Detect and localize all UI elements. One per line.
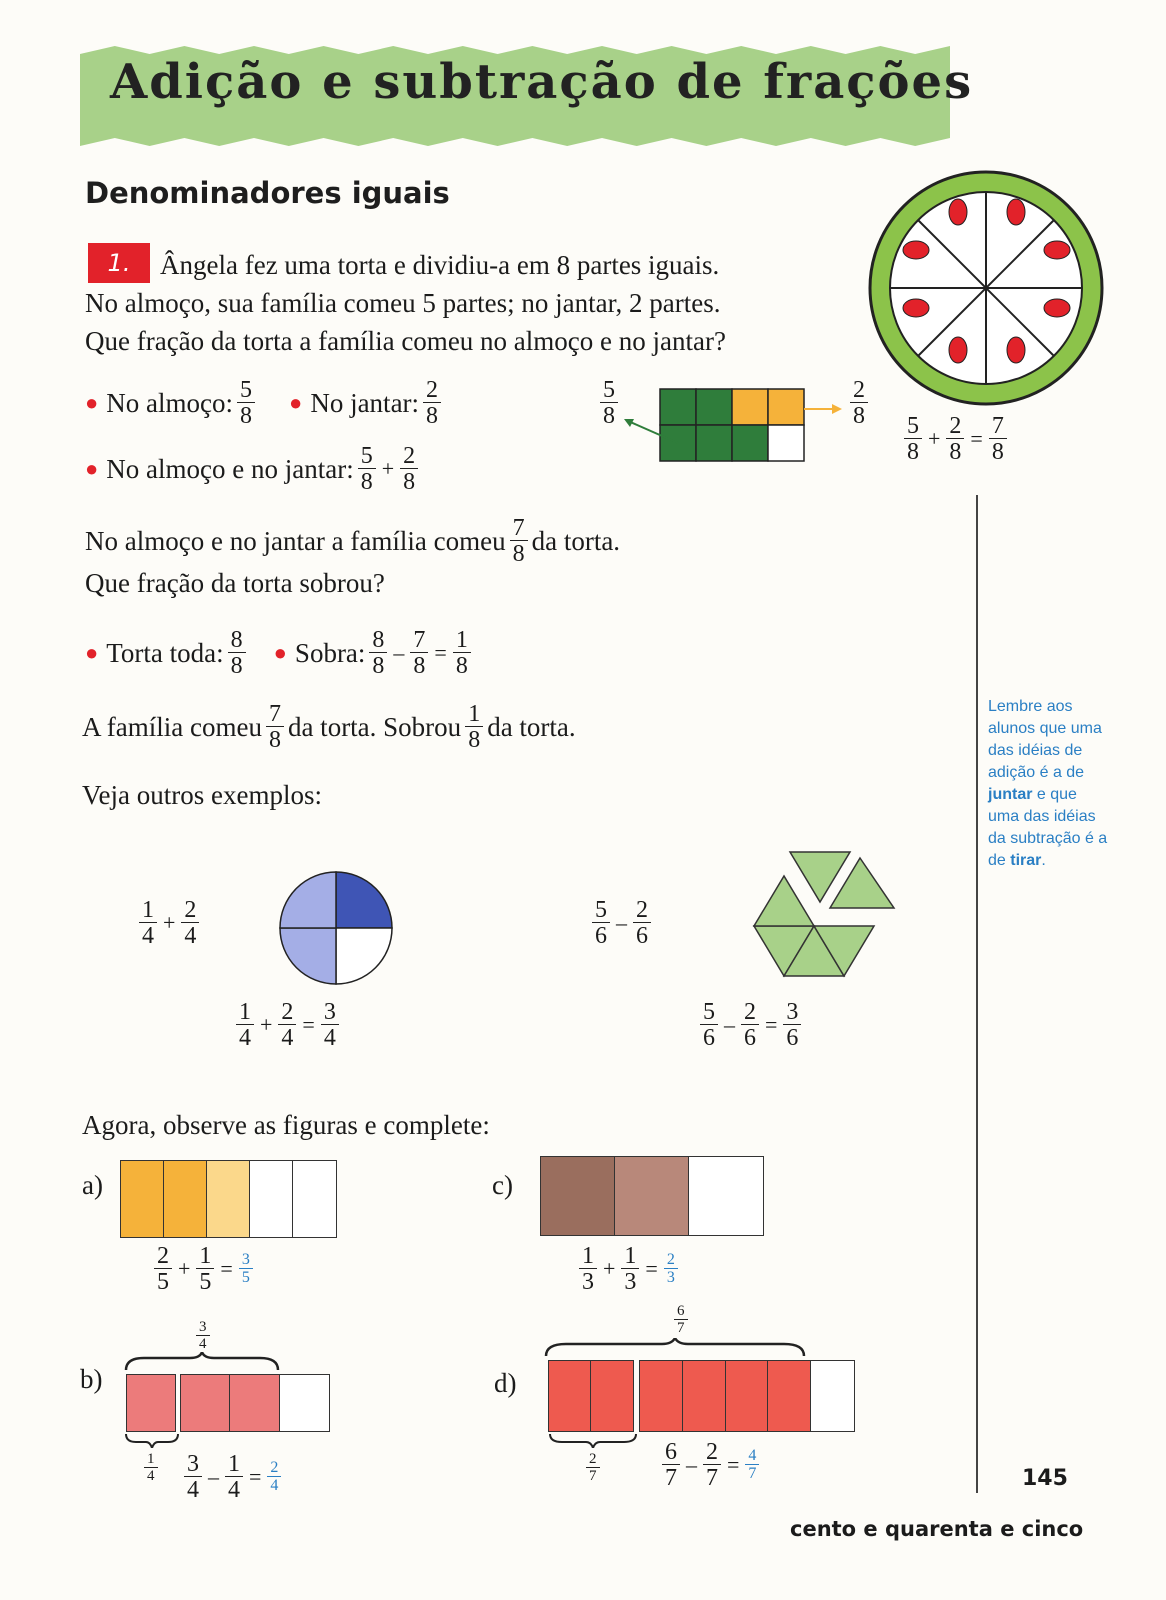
item-d-sevenths-bar bbox=[548, 1360, 855, 1432]
quarters-circle-diagram bbox=[278, 870, 394, 986]
fraction: $\frac{5}{8}$ bbox=[358, 444, 376, 494]
item-d-bottom-brace bbox=[548, 1432, 638, 1448]
fraction: $\frac{2}{8}$ bbox=[946, 414, 964, 464]
torta-toda-label: Torta toda: bbox=[106, 637, 224, 668]
equals-sign: = bbox=[727, 1452, 740, 1477]
almoco-label: No almoço: bbox=[106, 387, 234, 418]
fraction: $\frac{2}{8}$ bbox=[850, 378, 868, 428]
fraction: $\frac{1}{3}$ bbox=[621, 1244, 639, 1294]
sobra-row bbox=[85, 628, 475, 678]
answer-d: $\frac{4}{7}$ bbox=[745, 1448, 759, 1482]
fraction: $\frac{2}{7}$ bbox=[586, 1452, 600, 1484]
item-b-brace-bottom-label bbox=[140, 1452, 162, 1484]
fraction: $\frac{2}{7}$ bbox=[703, 1440, 721, 1490]
result-text: No almoço e no jantar a família comeu bbox=[85, 525, 506, 556]
bullet-icon: ● bbox=[273, 640, 287, 665]
jantar-label: No jantar: bbox=[310, 387, 420, 418]
ambos-label: No almoço e no jantar: bbox=[106, 453, 354, 484]
item-d-top-brace bbox=[544, 1338, 806, 1358]
item-c-thirds-bar bbox=[540, 1156, 764, 1236]
minus-sign: – bbox=[724, 1012, 735, 1037]
fraction: $\frac{1}{4}$ bbox=[225, 1452, 243, 1502]
fraction: $\frac{5}{6}$ bbox=[700, 1000, 718, 1050]
agora-instruction: Agora, observe as figuras e complete: bbox=[82, 1110, 490, 1140]
fraction-two-eighths-label bbox=[846, 378, 872, 428]
item-b-bottom-brace bbox=[124, 1432, 180, 1448]
fraction: $\frac{2}{6}$ bbox=[741, 1000, 759, 1050]
fraction: $\frac{7}{8}$ bbox=[266, 702, 284, 752]
question-2: Que fração da torta sobrou? bbox=[85, 568, 385, 598]
fraction: $\frac{2}{4}$ bbox=[278, 1000, 296, 1050]
hexagon-sixths-diagram bbox=[748, 846, 908, 986]
fraction: $\frac{5}{8}$ bbox=[237, 378, 255, 428]
fraction: $\frac{2}{8}$ bbox=[423, 378, 441, 428]
example-sixths-top bbox=[588, 898, 655, 948]
pie-equation bbox=[900, 414, 1011, 464]
item-a-fifths-bar bbox=[120, 1160, 337, 1238]
plus-sign: + bbox=[260, 1012, 273, 1037]
plus-sign: + bbox=[163, 910, 176, 935]
fraction: $\frac{1}{8}$ bbox=[453, 628, 471, 678]
answer-b: $\frac{2}{4}$ bbox=[267, 1460, 281, 1494]
result-text-end: da torta. bbox=[531, 525, 621, 556]
bullet-icon: ● bbox=[85, 640, 99, 665]
note-text: Lembre aos alunos que uma das idéias de adição é a de bbox=[988, 698, 1102, 781]
minus-sign: – bbox=[616, 910, 627, 935]
teacher-note bbox=[988, 696, 1108, 872]
final-text-b: da torta. Sobrou bbox=[287, 711, 462, 742]
item-a-label: a) bbox=[82, 1170, 103, 1200]
pie-illustration bbox=[866, 168, 1106, 408]
note-text: e que uma das idéias da subtração é a de bbox=[988, 786, 1108, 869]
equals-sign: = bbox=[645, 1256, 658, 1281]
fraction: $\frac{2}{8}$ bbox=[400, 444, 418, 494]
ambos-row bbox=[85, 444, 422, 494]
fraction: $\frac{1}{8}$ bbox=[465, 702, 483, 752]
fraction: $\frac{5}{8}$ bbox=[904, 414, 922, 464]
bullet-icon: ● bbox=[289, 390, 303, 415]
note-juntar: juntar bbox=[988, 786, 1033, 803]
minus-sign: – bbox=[686, 1452, 697, 1477]
item-c-equation bbox=[575, 1244, 682, 1294]
bullet-icon: ● bbox=[85, 456, 99, 481]
fraction: $\frac{1}{3}$ bbox=[579, 1244, 597, 1294]
fraction: $\frac{8}{8}$ bbox=[369, 628, 387, 678]
example-quarters-equation bbox=[232, 1000, 343, 1050]
minus-sign: – bbox=[393, 640, 405, 665]
note-tirar: tirar bbox=[1010, 852, 1042, 869]
fraction: $\frac{5}{6}$ bbox=[592, 898, 610, 948]
fraction: $\frac{3}{6}$ bbox=[783, 1000, 801, 1050]
fraction: $\frac{5}{8}$ bbox=[600, 378, 618, 428]
bullet-icon: ● bbox=[85, 390, 99, 415]
fraction: $\frac{1}{5}$ bbox=[196, 1244, 214, 1294]
bar-segment bbox=[126, 1374, 176, 1432]
item-d-brace-bottom-label bbox=[582, 1452, 604, 1484]
equals-sign: = bbox=[765, 1012, 778, 1037]
fraction: $\frac{3}{4}$ bbox=[196, 1320, 210, 1352]
exercise-number-badge: 1. bbox=[88, 243, 150, 283]
fraction: $\frac{7}{8}$ bbox=[989, 414, 1007, 464]
exercise-line-1: Ângela fez uma torta e dividiu-a em 8 partes iguais. bbox=[160, 250, 720, 280]
fraction: $\frac{1}{4}$ bbox=[144, 1452, 158, 1484]
item-b-equation bbox=[180, 1452, 285, 1502]
plus-sign: + bbox=[928, 426, 941, 451]
item-d-label: d) bbox=[494, 1368, 517, 1398]
fraction: $\frac{1}{4}$ bbox=[139, 898, 157, 948]
veja-outros: Veja outros exemplos: bbox=[82, 780, 322, 810]
equals-sign: = bbox=[970, 426, 983, 451]
fraction: $\frac{8}{8}$ bbox=[228, 628, 246, 678]
sobra-label: Sobra: bbox=[294, 637, 366, 668]
eighths-grid-diagram bbox=[618, 385, 868, 467]
plus-sign: + bbox=[178, 1256, 191, 1281]
equals-sign: = bbox=[249, 1464, 262, 1489]
fraction: $\frac{6}{7}$ bbox=[674, 1304, 688, 1336]
page-number: 145 bbox=[1022, 1466, 1068, 1491]
item-b-brace-top-label bbox=[192, 1320, 214, 1352]
fraction: $\frac{6}{7}$ bbox=[662, 1440, 680, 1490]
answer-a: $\frac{3}{5}$ bbox=[239, 1252, 253, 1286]
fraction: $\frac{2}{6}$ bbox=[633, 898, 651, 948]
item-b-label: b) bbox=[80, 1364, 103, 1394]
page-footer: cento e quarenta e cinco bbox=[790, 1517, 1084, 1541]
equals-sign: = bbox=[302, 1012, 315, 1037]
fraction: $\frac{3}{4}$ bbox=[184, 1452, 202, 1502]
bar-segment-group bbox=[639, 1360, 855, 1432]
exercise-line-2: No almoço, sua família comeu 5 partes; no jantar, 2 partes. bbox=[85, 288, 721, 318]
exercise-line-3: Que fração da torta a família comeu no almoço e no jantar? bbox=[85, 326, 726, 356]
section-heading: Denominadores iguais bbox=[85, 176, 450, 210]
final-text-c: da torta. bbox=[487, 711, 576, 742]
margin-divider bbox=[976, 495, 978, 1493]
answer-c: $\frac{2}{3}$ bbox=[664, 1252, 678, 1286]
minus-sign: – bbox=[208, 1464, 219, 1489]
final-text-a: A família comeu bbox=[82, 711, 262, 742]
item-c-label: c) bbox=[492, 1170, 513, 1200]
bar-segment-group bbox=[180, 1374, 330, 1432]
fraction: $\frac{2}{4}$ bbox=[181, 898, 199, 948]
equals-sign: = bbox=[434, 640, 447, 665]
item-a-equation bbox=[150, 1244, 257, 1294]
example-sixths-equation bbox=[696, 1000, 805, 1050]
example-quarters-top bbox=[135, 898, 203, 948]
item-d-equation bbox=[658, 1440, 763, 1490]
fraction: $\frac{1}{4}$ bbox=[236, 1000, 254, 1050]
equals-sign: = bbox=[220, 1256, 233, 1281]
fraction: $\frac{3}{4}$ bbox=[321, 1000, 339, 1050]
plus-sign: + bbox=[381, 456, 395, 481]
bar-segment-group bbox=[548, 1360, 634, 1432]
item-b-quarters-bar bbox=[126, 1374, 330, 1432]
almoco-row bbox=[85, 378, 445, 428]
fraction: $\frac{7}{8}$ bbox=[410, 628, 428, 678]
final-line bbox=[82, 702, 576, 752]
plus-sign: + bbox=[603, 1256, 616, 1281]
page-title: Adição e subtração de frações bbox=[110, 54, 974, 110]
fraction: $\frac{2}{5}$ bbox=[154, 1244, 172, 1294]
result-line bbox=[85, 516, 620, 566]
fraction: $\frac{7}{8}$ bbox=[510, 516, 528, 566]
note-text: . bbox=[1041, 852, 1046, 869]
item-b-top-brace bbox=[124, 1352, 280, 1372]
item-d-brace-top-label bbox=[670, 1304, 692, 1336]
